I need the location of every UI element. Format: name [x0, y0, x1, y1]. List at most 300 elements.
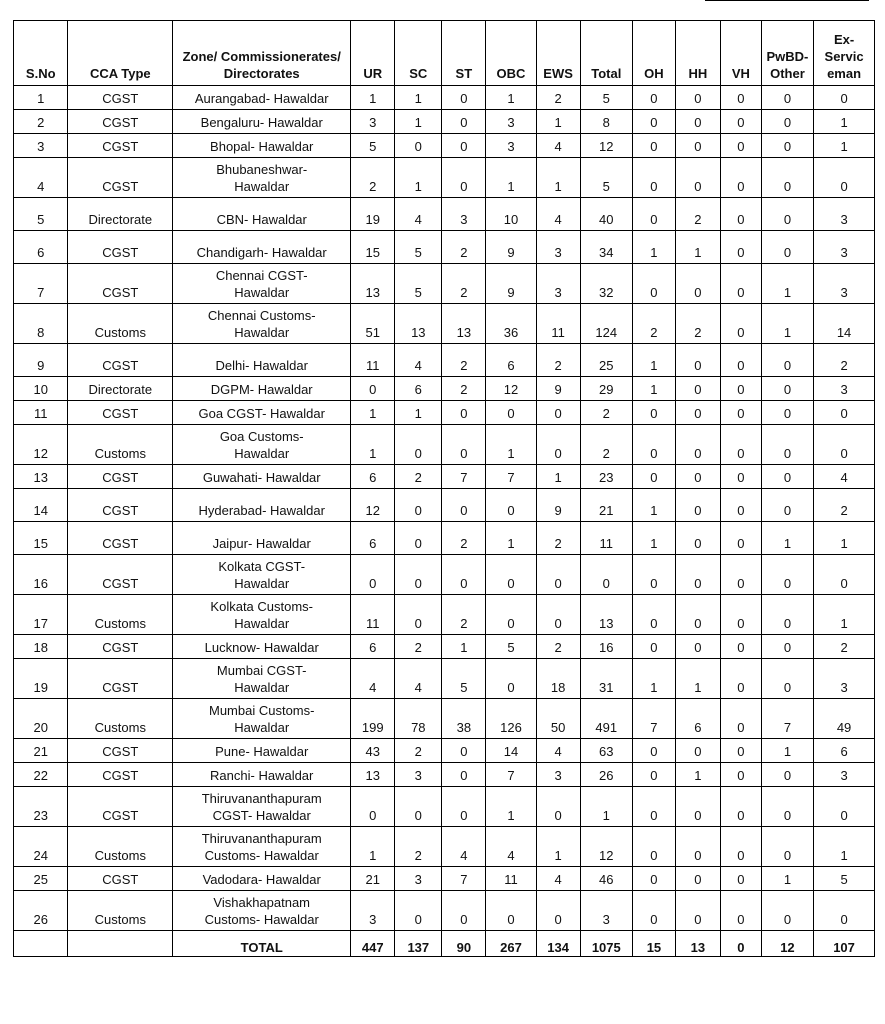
sc-cell: 0 [395, 522, 442, 555]
header-total: Total [580, 21, 632, 86]
ex-serviceman-cell: 3 [814, 377, 875, 401]
total-cell: 8 [580, 110, 632, 134]
vh-cell: 0 [720, 699, 761, 739]
ews-cell: 4 [536, 198, 580, 231]
oh-cell: 1 [632, 344, 675, 377]
st-cell: 38 [442, 699, 486, 739]
st-cell: 2 [442, 595, 486, 635]
vh-cell: 0 [720, 231, 761, 264]
ex-serviceman-cell: 0 [814, 401, 875, 425]
st-cell: 7 [442, 465, 486, 489]
obc-cell: 9 [486, 231, 536, 264]
cca-type-cell: CGST [68, 110, 173, 134]
zone-cell: DGPM- Hawaldar [173, 377, 351, 401]
pwbd-other-cell: 0 [761, 401, 813, 425]
total-label: TOTAL [173, 931, 351, 957]
total-cell: 5 [580, 158, 632, 198]
sno-cell: 8 [14, 304, 68, 344]
sc-cell: 0 [395, 787, 442, 827]
oh-cell: 0 [632, 465, 675, 489]
hh-cell: 6 [675, 699, 720, 739]
obc-cell: 11 [486, 867, 536, 891]
obc-cell: 0 [486, 401, 536, 425]
cca-type-cell: Customs [68, 595, 173, 635]
vh-cell: 0 [720, 555, 761, 595]
oh-cell: 0 [632, 134, 675, 158]
total-cell: 16 [580, 635, 632, 659]
ur-cell: 0 [351, 555, 395, 595]
pwbd-other-cell: 0 [761, 134, 813, 158]
ews-cell: 4 [536, 134, 580, 158]
st-cell: 0 [442, 86, 486, 110]
obc-cell: 0 [486, 891, 536, 931]
table-row [14, 891, 875, 931]
ex-serviceman-cell: 0 [814, 787, 875, 827]
vacancy-table [13, 20, 875, 957]
table-row [14, 699, 875, 739]
header-oh: OH [632, 21, 675, 86]
oh-cell: 1 [632, 489, 675, 522]
table-row [14, 522, 875, 555]
sc-cell: 1 [395, 158, 442, 198]
total-cell: 124 [580, 304, 632, 344]
top-rule-line [705, 0, 869, 1]
vh-cell: 0 [720, 264, 761, 304]
header-ur: UR [351, 21, 395, 86]
oh-cell: 0 [632, 867, 675, 891]
ex-serviceman-cell: 49 [814, 699, 875, 739]
sc-cell: 4 [395, 198, 442, 231]
total-cell: 25 [580, 344, 632, 377]
table-row [14, 231, 875, 264]
pwbd-other-cell: 0 [761, 344, 813, 377]
oh-cell: 0 [632, 264, 675, 304]
obc-cell: 36 [486, 304, 536, 344]
table-row [14, 198, 875, 231]
ur-cell: 11 [351, 344, 395, 377]
obc-cell: 14 [486, 739, 536, 763]
ews-cell: 1 [536, 110, 580, 134]
ews-cell: 3 [536, 763, 580, 787]
st-cell: 0 [442, 763, 486, 787]
ur-cell: 11 [351, 595, 395, 635]
pwbd-other-cell: 0 [761, 595, 813, 635]
vh-cell: 0 [720, 867, 761, 891]
table-row [14, 489, 875, 522]
total-obc: 267 [486, 931, 536, 957]
vh-cell: 0 [720, 401, 761, 425]
hh-cell: 1 [675, 763, 720, 787]
ur-cell: 13 [351, 264, 395, 304]
header-sc: SC [395, 21, 442, 86]
pwbd-other-cell: 7 [761, 699, 813, 739]
vh-cell: 0 [720, 595, 761, 635]
total-oh: 15 [632, 931, 675, 957]
vh-cell: 0 [720, 763, 761, 787]
pwbd-other-cell: 1 [761, 867, 813, 891]
oh-cell: 0 [632, 763, 675, 787]
hh-cell: 0 [675, 264, 720, 304]
zone-cell: Kolkata Customs- Hawaldar [173, 595, 351, 635]
st-cell: 13 [442, 304, 486, 344]
pwbd-other-cell: 0 [761, 110, 813, 134]
pwbd-other-cell: 0 [761, 425, 813, 465]
cca-type-cell: CGST [68, 231, 173, 264]
vh-cell: 0 [720, 465, 761, 489]
ews-cell: 4 [536, 739, 580, 763]
hh-cell: 0 [675, 595, 720, 635]
hh-cell: 0 [675, 425, 720, 465]
ex-serviceman-cell: 1 [814, 522, 875, 555]
cca-type-cell: CGST [68, 489, 173, 522]
vh-cell: 0 [720, 158, 761, 198]
sno-cell: 19 [14, 659, 68, 699]
pwbd-other-cell: 0 [761, 377, 813, 401]
sno-cell: 26 [14, 891, 68, 931]
zone-cell: Bhubaneshwar- Hawaldar [173, 158, 351, 198]
ur-cell: 6 [351, 635, 395, 659]
total-cell: 491 [580, 699, 632, 739]
hh-cell: 0 [675, 344, 720, 377]
cca-type-cell: CGST [68, 635, 173, 659]
sc-cell: 0 [395, 891, 442, 931]
zone-cell: Ranchi- Hawaldar [173, 763, 351, 787]
total-cell: 12 [580, 134, 632, 158]
hh-cell: 0 [675, 401, 720, 425]
ex-serviceman-cell: 6 [814, 739, 875, 763]
table-row [14, 595, 875, 635]
table-row [14, 763, 875, 787]
zone-cell: Chennai CGST- Hawaldar [173, 264, 351, 304]
zone-cell: Vadodara- Hawaldar [173, 867, 351, 891]
oh-cell: 0 [632, 555, 675, 595]
st-cell: 5 [442, 659, 486, 699]
sno-cell: 13 [14, 465, 68, 489]
sno-cell: 24 [14, 827, 68, 867]
hh-cell: 0 [675, 739, 720, 763]
hh-cell: 0 [675, 522, 720, 555]
oh-cell: 0 [632, 739, 675, 763]
ur-cell: 199 [351, 699, 395, 739]
cca-type-cell: Customs [68, 699, 173, 739]
sno-cell: 20 [14, 699, 68, 739]
sc-cell: 2 [395, 827, 442, 867]
total-cell: 12 [580, 827, 632, 867]
oh-cell: 1 [632, 522, 675, 555]
ex-serviceman-cell: 0 [814, 158, 875, 198]
ur-cell: 51 [351, 304, 395, 344]
st-cell: 0 [442, 110, 486, 134]
total-cell: 5 [580, 86, 632, 110]
ews-cell: 0 [536, 425, 580, 465]
pwbd-other-cell: 0 [761, 465, 813, 489]
obc-cell: 1 [486, 86, 536, 110]
ex-serviceman-cell: 0 [814, 425, 875, 465]
table-row [14, 264, 875, 304]
total-cell: 3 [580, 891, 632, 931]
pwbd-other-cell: 0 [761, 231, 813, 264]
hh-cell: 0 [675, 158, 720, 198]
header-pwbd-other: PwBD- Other [761, 21, 813, 86]
zone-cell: Goa Customs- Hawaldar [173, 425, 351, 465]
zone-cell: Hyderabad- Hawaldar [173, 489, 351, 522]
zone-cell: Delhi- Hawaldar [173, 344, 351, 377]
cca-type-cell: Directorate [68, 377, 173, 401]
st-cell: 0 [442, 401, 486, 425]
obc-cell: 1 [486, 158, 536, 198]
st-cell: 0 [442, 158, 486, 198]
total-blank-cell [68, 931, 173, 957]
table-row [14, 377, 875, 401]
zone-cell: Goa CGST- Hawaldar [173, 401, 351, 425]
pwbd-other-cell: 1 [761, 304, 813, 344]
sno-cell: 16 [14, 555, 68, 595]
ur-cell: 6 [351, 522, 395, 555]
st-cell: 2 [442, 264, 486, 304]
cca-type-cell: CGST [68, 522, 173, 555]
vh-cell: 0 [720, 827, 761, 867]
total-cell: 2 [580, 401, 632, 425]
pwbd-other-cell: 0 [761, 86, 813, 110]
hh-cell: 0 [675, 377, 720, 401]
cca-type-cell: CGST [68, 867, 173, 891]
sc-cell: 0 [395, 134, 442, 158]
sno-cell: 9 [14, 344, 68, 377]
total-cell: 2 [580, 425, 632, 465]
cca-type-cell: Customs [68, 827, 173, 867]
sno-cell: 22 [14, 763, 68, 787]
sc-cell: 0 [395, 555, 442, 595]
oh-cell: 7 [632, 699, 675, 739]
ex-serviceman-cell: 0 [814, 555, 875, 595]
ur-cell: 4 [351, 659, 395, 699]
ur-cell: 1 [351, 425, 395, 465]
header-hh: HH [675, 21, 720, 86]
header-vh: VH [720, 21, 761, 86]
table-row [14, 827, 875, 867]
total-ex-serviceman: 107 [814, 931, 875, 957]
total-sc: 137 [395, 931, 442, 957]
oh-cell: 1 [632, 377, 675, 401]
st-cell: 0 [442, 555, 486, 595]
total-cell: 31 [580, 659, 632, 699]
sc-cell: 3 [395, 763, 442, 787]
zone-cell: Pune- Hawaldar [173, 739, 351, 763]
ex-serviceman-cell: 3 [814, 659, 875, 699]
ews-cell: 1 [536, 465, 580, 489]
ews-cell: 50 [536, 699, 580, 739]
oh-cell: 0 [632, 827, 675, 867]
ews-cell: 2 [536, 344, 580, 377]
hh-cell: 0 [675, 891, 720, 931]
total-total: 1075 [580, 931, 632, 957]
ex-serviceman-cell: 5 [814, 867, 875, 891]
cca-type-cell: CGST [68, 401, 173, 425]
oh-cell: 0 [632, 110, 675, 134]
ur-cell: 0 [351, 787, 395, 827]
obc-cell: 126 [486, 699, 536, 739]
sno-cell: 2 [14, 110, 68, 134]
cca-type-cell: CGST [68, 134, 173, 158]
ex-serviceman-cell: 14 [814, 304, 875, 344]
hh-cell: 2 [675, 198, 720, 231]
sc-cell: 3 [395, 867, 442, 891]
ur-cell: 0 [351, 377, 395, 401]
sno-cell: 15 [14, 522, 68, 555]
ur-cell: 6 [351, 465, 395, 489]
ex-serviceman-cell: 1 [814, 134, 875, 158]
oh-cell: 0 [632, 787, 675, 827]
total-cell: 13 [580, 595, 632, 635]
cca-type-cell: CGST [68, 763, 173, 787]
sc-cell: 5 [395, 231, 442, 264]
zone-cell: Chandigarh- Hawaldar [173, 231, 351, 264]
ews-cell: 3 [536, 264, 580, 304]
hh-cell: 0 [675, 635, 720, 659]
oh-cell: 2 [632, 304, 675, 344]
hh-cell: 0 [675, 465, 720, 489]
sno-cell: 6 [14, 231, 68, 264]
zone-cell: Thiruvananthapuram Customs- Hawaldar [173, 827, 351, 867]
cca-type-cell: CGST [68, 739, 173, 763]
total-cell: 34 [580, 231, 632, 264]
sc-cell: 2 [395, 465, 442, 489]
ur-cell: 1 [351, 827, 395, 867]
vh-cell: 0 [720, 344, 761, 377]
st-cell: 4 [442, 827, 486, 867]
vh-cell: 0 [720, 377, 761, 401]
total-pwbd-other: 12 [761, 931, 813, 957]
hh-cell: 1 [675, 659, 720, 699]
ur-cell: 13 [351, 763, 395, 787]
pwbd-other-cell: 0 [761, 827, 813, 867]
hh-cell: 0 [675, 555, 720, 595]
ex-serviceman-cell: 0 [814, 891, 875, 931]
ews-cell: 0 [536, 787, 580, 827]
hh-cell: 0 [675, 489, 720, 522]
sc-cell: 78 [395, 699, 442, 739]
oh-cell: 0 [632, 198, 675, 231]
ex-serviceman-cell: 2 [814, 489, 875, 522]
oh-cell: 0 [632, 401, 675, 425]
sc-cell: 6 [395, 377, 442, 401]
obc-cell: 12 [486, 377, 536, 401]
total-st: 90 [442, 931, 486, 957]
zone-cell: Bhopal- Hawaldar [173, 134, 351, 158]
total-cell: 63 [580, 739, 632, 763]
sc-cell: 0 [395, 595, 442, 635]
ews-cell: 4 [536, 867, 580, 891]
vh-cell: 0 [720, 86, 761, 110]
zone-cell: Aurangabad- Hawaldar [173, 86, 351, 110]
sno-cell: 17 [14, 595, 68, 635]
obc-cell: 0 [486, 555, 536, 595]
table-row [14, 635, 875, 659]
st-cell: 2 [442, 377, 486, 401]
oh-cell: 0 [632, 158, 675, 198]
sno-cell: 11 [14, 401, 68, 425]
hh-cell: 0 [675, 86, 720, 110]
cca-type-cell: CGST [68, 86, 173, 110]
cca-type-cell: CGST [68, 659, 173, 699]
table-row [14, 739, 875, 763]
st-cell: 0 [442, 425, 486, 465]
total-blank-cell [14, 931, 68, 957]
vh-cell: 0 [720, 198, 761, 231]
sc-cell: 4 [395, 344, 442, 377]
ews-cell: 0 [536, 401, 580, 425]
ex-serviceman-cell: 2 [814, 635, 875, 659]
ur-cell: 1 [351, 86, 395, 110]
header-sno: S.No [14, 21, 68, 86]
ex-serviceman-cell: 1 [814, 827, 875, 867]
zone-cell: Vishakhapatnam Customs- Hawaldar [173, 891, 351, 931]
table-row [14, 304, 875, 344]
table-row [14, 659, 875, 699]
obc-cell: 1 [486, 425, 536, 465]
ews-cell: 1 [536, 158, 580, 198]
table-row [14, 158, 875, 198]
header-ews: EWS [536, 21, 580, 86]
vh-cell: 0 [720, 489, 761, 522]
sc-cell: 2 [395, 635, 442, 659]
table-row [14, 787, 875, 827]
header-st: ST [442, 21, 486, 86]
ur-cell: 15 [351, 231, 395, 264]
ews-cell: 11 [536, 304, 580, 344]
total-cell: 40 [580, 198, 632, 231]
obc-cell: 9 [486, 264, 536, 304]
table-row [14, 344, 875, 377]
sno-cell: 10 [14, 377, 68, 401]
table-row [14, 86, 875, 110]
cca-type-cell: CGST [68, 264, 173, 304]
vh-cell: 0 [720, 110, 761, 134]
ur-cell: 19 [351, 198, 395, 231]
ews-cell: 9 [536, 377, 580, 401]
ur-cell: 21 [351, 867, 395, 891]
obc-cell: 0 [486, 489, 536, 522]
sc-cell: 0 [395, 425, 442, 465]
sno-cell: 5 [14, 198, 68, 231]
sno-cell: 23 [14, 787, 68, 827]
ex-serviceman-cell: 3 [814, 763, 875, 787]
cca-type-cell: Customs [68, 304, 173, 344]
header-cca-type: CCA Type [68, 21, 173, 86]
pwbd-other-cell: 0 [761, 555, 813, 595]
ex-serviceman-cell: 3 [814, 231, 875, 264]
ews-cell: 0 [536, 595, 580, 635]
header-ex-serviceman: Ex- Servic eman [814, 21, 875, 86]
cca-type-cell: CGST [68, 344, 173, 377]
ex-serviceman-cell: 3 [814, 264, 875, 304]
table-row [14, 555, 875, 595]
sno-cell: 25 [14, 867, 68, 891]
vh-cell: 0 [720, 635, 761, 659]
sno-cell: 18 [14, 635, 68, 659]
pwbd-other-cell: 1 [761, 522, 813, 555]
zone-cell: Kolkata CGST- Hawaldar [173, 555, 351, 595]
total-cell: 23 [580, 465, 632, 489]
obc-cell: 1 [486, 522, 536, 555]
oh-cell: 0 [632, 635, 675, 659]
obc-cell: 7 [486, 465, 536, 489]
sno-cell: 1 [14, 86, 68, 110]
sc-cell: 1 [395, 86, 442, 110]
obc-cell: 1 [486, 787, 536, 827]
vh-cell: 0 [720, 787, 761, 827]
st-cell: 0 [442, 739, 486, 763]
